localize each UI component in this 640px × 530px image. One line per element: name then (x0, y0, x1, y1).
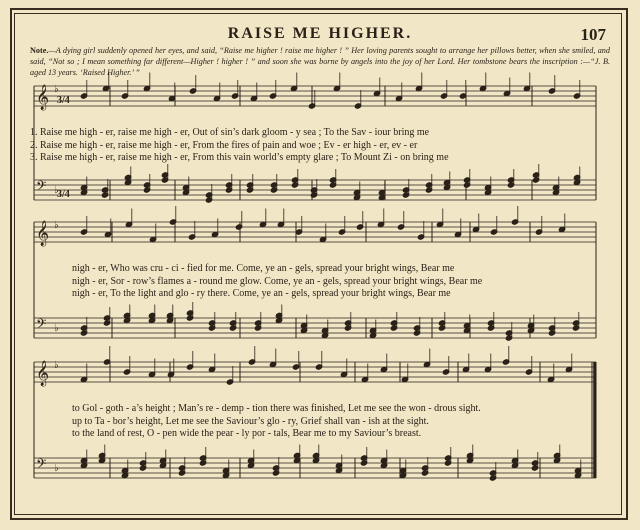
svg-text:𝄢: 𝄢 (36, 316, 47, 335)
lyric-line: 1. Raise me high - er, raise me high - er, Out of sin’s dark gloom - y sea ; To the Sav - iour bring me (30, 127, 430, 138)
note-text: —A dying girl suddenly opened her eyes, and said, “Raise me higher ! raise me higher ! ” Her loving parents sought to arrange her pillows better, when she smiled, and said, “Not so ; I mean something far different—Higher ! higher ! ” and soon she was borne by angels into the joy of her Lord. Her tombstone bears the inscription :—“J. B. aged 13 years. ‘Raised Higher.’ ” (30, 46, 610, 77)
note-label: Note. (30, 46, 49, 55)
lyric-line: to Gol - goth - a’s height ; Man’s re - demp - tion there was finished, Let me see the won - drous sight. (72, 403, 481, 414)
svg-text:♭: ♭ (54, 360, 59, 371)
svg-text:♭: ♭ (54, 220, 59, 231)
lyric-line: up to Ta - bor’s height, Let me see the Saviour’s glo - ry, Grief shall van - ish at the sight. (72, 415, 429, 427)
treble-time-signature: 3/4 (57, 95, 70, 106)
svg-text:♭: ♭ (54, 84, 59, 95)
lyrics-system-2 (72, 263, 612, 301)
lyric-line: 2. Raise me high - er, raise me high - er, From the fires of pain and woe ; Ev - er high - er, ev - er (30, 139, 418, 151)
lyric-line: 3. Raise me high - er, raise me high - er, From this vain world’s empty glare ; To Mount Zi - on bring me (30, 152, 449, 163)
page-number: 107 (580, 25, 606, 44)
svg-text:𝄢: 𝄢 (36, 456, 47, 475)
lyric-line: nigh - er, Sor - row’s flames a - round me glow. Come, ye an - gels, spread your bright wings, Bear me (72, 275, 483, 287)
svg-text:𝄞: 𝄞 (36, 221, 50, 246)
lyrics-system-1 (30, 127, 610, 165)
svg-text:𝄢: 𝄢 (36, 178, 47, 197)
hymn-title: RAISE ME HIGHER. (227, 25, 413, 42)
svg-text:𝄞: 𝄞 (36, 361, 50, 386)
lyric-line: to the land of rest, O - pen wide the pear - ly por - tals, Bear me to my Saviour’s breast. (72, 428, 422, 439)
lyric-line: nigh - er, To the light and glo - ry there. Come, ye an - gels, spread your bright wings, Bear me (72, 288, 451, 299)
svg-text:𝄞: 𝄞 (36, 85, 50, 110)
svg-text:♭: ♭ (54, 463, 59, 474)
bass-time-signature: 3/4 (57, 189, 70, 200)
lyrics-system-3 (72, 403, 612, 441)
lyric-line: nigh - er, Who was cru - ci - fied for me. Come, ye an - gels, spread your bright wings, Bear me (72, 263, 455, 274)
svg-text:♭: ♭ (54, 323, 59, 334)
svg-text:♭: ♭ (54, 185, 59, 196)
